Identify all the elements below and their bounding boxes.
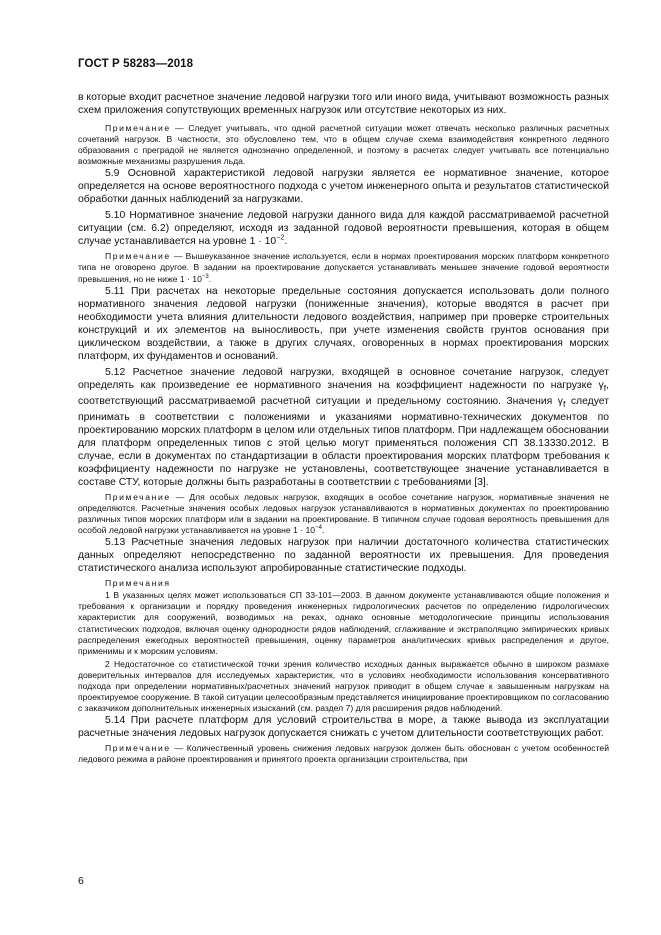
- note-item-1: 1 В указанных целях может использоваться СП 33-101—2003. В данном документе устанавливаются общие положения и требования к организации и порядку проведения инженерных гидрологических расчетов по определению гидрологических характеристик для сооружений, возводимых на реках, однако основные методологические принципы использования статистических подходов, включая оценку однородности рядов наблюдений, сглаживание и экстраполяцию эмпирических кривых распределения ежегодных вероятностей превышения, оценку параметров аналитических кривых распределения и другое, применимы и к морским условиям.: [78, 590, 609, 656]
- note-2-text: — Вышеуказанное значение используется, если в нормах проектирования морских платформ конкретного типа не оговорено другое. В задании на проектирование допускается устанавливать меньшее значение годовой вероятности превышения, но не ниже 1 · 10: [78, 251, 609, 284]
- note-2-end: .: [208, 273, 212, 284]
- note-3-end: .: [321, 525, 325, 536]
- clause-5-12-part-b: , соответствующий рассматриваемой расчетной ситуации и предельному состоянию. Значения γ: [78, 379, 609, 407]
- clause-5-10: [78, 209, 609, 248]
- running-header: ГОСТ Р 58283—2018: [78, 58, 194, 70]
- clause-5-12: [78, 366, 609, 489]
- continuation-paragraph: в которые входит расчетное значение ледовой нагрузки того или иного вида, учитывают возможность разных схем приложения сопутствующих временных нагрузок или отсутствие некоторых из них.: [78, 92, 609, 116]
- clause-5-10-end: .: [284, 236, 288, 248]
- page-number: 6: [78, 875, 84, 887]
- note-1-label: Примечание: [105, 123, 171, 133]
- note-item-2: 2 Недостаточное со статистической точки зрения количество исходных данных выражается обычно в широком размахе доверительных интервалов для исследуемых характеристик, что в условиях необходимости использования консервативного подхода при определении нормативных/расчетных значений нагрузок приводит в общем случае к завышенным нагрузкам на проектируемое сооружение. В такой ситуации целесообразным представляется инициирование проектировщиком по согласованию с заказчиком дополнительных инженерных изысканий (см. раздел 7) для расширения рядов наблюдений.: [78, 658, 609, 714]
- note-4: [78, 743, 609, 765]
- clause-5-12-part-a: 5.12 Расчетное значение ледовой нагрузки, входящей в основное сочетание нагрузок, следует определять как произведение ее нормативного значения на коэффициент надежности по нагрузке γ: [78, 366, 609, 391]
- note-3-text: — Для особых ледовых нагрузок, входящих в особое сочетание нагрузок, нормативные значения не определяются. Расчетные значения особых ледовых нагрузок устанавливаются в нормативных документах по проектированию различных типов морских платформ или в задании на проектирование. В типичном случае годовая вероятность превышения для особой ледовой нагрузки устанавливается на уровне 1 · 10: [78, 491, 609, 536]
- clause-5-9: 5.9 Основной характеристикой ледовой нагрузки является ее нормативное значение, которое определяется на основе вероятностного подхода с учетом инженерного опыта и результатов статистической обработки данных наблюдений за нагрузками.: [78, 168, 609, 206]
- note-3: [78, 492, 609, 536]
- note-2-label: Примечание: [105, 251, 171, 262]
- note-1-text: — Следует учитывать, что одной расчетной ситуации может отвечать несколько различных расчетных сочетаний нагрузок. В частности, это обусловлено тем, что в общем случае схема взаимодействия конкретного ледяного образования с преградой не является однозначно определенной, и поэтому в расчетах следует учитывать все потенциально возможные механизмы разрушения льда.: [78, 123, 609, 167]
- clause-5-12-sub-1: f: [603, 382, 607, 393]
- clause-5-10-exponent: −2: [276, 232, 285, 242]
- clause-5-10-text: 5.10 Нормативное значение ледовой нагрузки данного вида для каждой рассматриваемой расчетной ситуации (см. 6.2) определяют, исходя из заданной годовой вероятности превышения, которая в общем случае устанавливается на уровне 1 · 10: [78, 210, 609, 248]
- clause-5-13: 5.13 Расчетные значения ледовых нагрузок при наличии достаточного количества статистических данных определяют непосредственно по заданной вероятности их превышения. Для проведения статистического анализа используют апробированные статистические подходы.: [78, 537, 609, 575]
- note-4-label: Примечание: [105, 743, 171, 754]
- notes-heading: Примечания: [105, 578, 171, 589]
- clause-5-11: 5.11 При расчетах на некоторые предельные состояния допускается использовать доли полного нормативного значения ледовой нагрузки (пониженные значения), которые вводятся в расчет при необходимости учета влияния длительности ледового воздействия, например при проверке строительных конструкций и их элементов на выносливость, при учете изменения свойств грунтов основания при циклическом воздействии, а также в других случаях, оговоренных в нормах проектирования морских платформ, их фундаментов и оснований.: [78, 285, 609, 362]
- note-3-label: Примечание: [105, 491, 171, 502]
- clause-5-12-sub-2: f: [562, 398, 566, 409]
- note-2: [78, 251, 609, 284]
- clause-5-14: 5.14 При расчете платформ для условий строительства в море, а также вывода из эксплуатации расчетные значения ледовых нагрузок допускается снижать с учетом длительности соответствующих работ.: [78, 715, 609, 740]
- note-2-exponent: −3: [201, 273, 209, 280]
- page-content: [78, 91, 609, 766]
- note-3-exponent: −4: [315, 525, 322, 532]
- note-1: [78, 123, 609, 167]
- note-4-text: — Количественный уровень снижения ледовых нагрузок должен быть обоснован с учетом особенностей ледового режима в районе проектирования и принятого проекта организации строительства, при: [78, 743, 609, 765]
- clause-5-12-part-c: следует принимать в соответствии с положениями и указаниями нормативно-технических документов по проектированию морских платформ в целом или отдельных типов платформ. При надлежащем обосновании для платформ определенных типов с этой целью могут применяться положения СП 38.13330.2012. В случае, если в документах по стандартизации в области проектирования морских платформ требования к коэффициенту надежности по нагрузке не установлены, соответствующее значение устанавливается в составе СТУ, которые должны быть разработаны в соответствии с требованиями [3].: [78, 395, 609, 488]
